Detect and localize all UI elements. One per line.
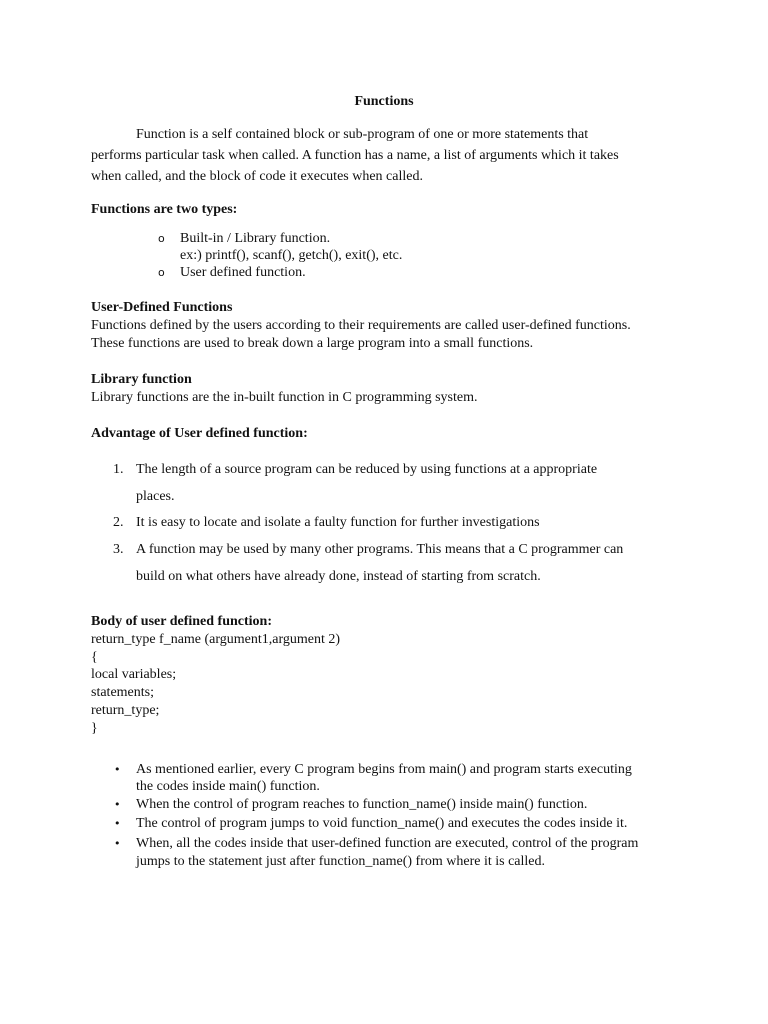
advantage-item-3-line-2: build on what others have already done, instead of starting from scratch. xyxy=(136,569,541,584)
note-3-line-1: The control of program jumps to void function_name() and executes the codes inside it. xyxy=(136,816,628,831)
bullet-marker: o xyxy=(158,232,165,245)
advantage-item-2-number: 2. xyxy=(113,515,124,530)
code-line-2: { xyxy=(91,650,98,665)
bullet-dot: • xyxy=(114,817,121,830)
user-defined-line-2: These functions are used to break down a large program into a small functions. xyxy=(91,336,534,351)
note-2-line-1: When the control of program reaches to function_name() inside main() function. xyxy=(136,797,588,812)
note-1-line-2: the codes inside main() function. xyxy=(136,779,320,794)
note-4-line-1: When, all the codes inside that user-defined function are executed, control of the program xyxy=(136,836,639,851)
user-defined-heading: User-Defined Functions xyxy=(91,300,233,315)
code-line-3: local variables; xyxy=(91,667,177,682)
types-item-user-defined: User defined function. xyxy=(180,265,306,280)
advantage-item-2-line-1: It is easy to locate and isolate a faulty function for further investigations xyxy=(136,515,540,530)
advantage-item-1-line-1: The length of a source program can be reduced by using functions at a appropriate xyxy=(136,462,598,477)
advantage-heading: Advantage of User defined function: xyxy=(91,426,308,441)
bullet-dot: • xyxy=(114,798,121,811)
types-item-builtin-example: ex:) printf(), scanf(), getch(), exit(), etc. xyxy=(180,248,403,263)
library-line-1: Library functions are the in-built function in C programming system. xyxy=(91,390,478,405)
code-line-6: } xyxy=(91,721,98,736)
page-title: Functions xyxy=(354,94,414,109)
advantage-item-3-number: 3. xyxy=(113,542,124,557)
advantage-item-1-number: 1. xyxy=(113,462,124,477)
types-item-builtin: Built-in / Library function. xyxy=(180,231,331,246)
library-heading: Library function xyxy=(91,372,192,387)
types-heading: Functions are two types: xyxy=(91,202,238,217)
note-1-line-1: As mentioned earlier, every C program begins from main() and program starts executing xyxy=(136,762,632,777)
intro-line-1: Function is a self contained block or sub-program of one or more statements that xyxy=(136,127,589,142)
advantage-item-3-line-1: A function may be used by many other programs. This means that a C programmer can xyxy=(136,542,624,557)
intro-line-2: performs particular task when called. A function has a name, a list of arguments which it takes xyxy=(91,148,619,163)
advantage-item-1-line-2: places. xyxy=(136,489,175,504)
intro-line-3: when called, and the block of code it executes when called. xyxy=(91,169,423,184)
bullet-dot: • xyxy=(114,763,121,776)
code-line-5: return_type; xyxy=(91,703,160,718)
code-line-4: statements; xyxy=(91,685,154,700)
bullet-marker: o xyxy=(158,266,165,279)
note-4-line-2: jumps to the statement just after function_name() from where it is called. xyxy=(136,854,545,869)
body-heading: Body of user defined function: xyxy=(91,614,272,629)
user-defined-line-1: Functions defined by the users according to their requirements are called user-defined functions. xyxy=(91,318,631,333)
code-line-1: return_type f_name (argument1,argument 2) xyxy=(91,632,341,647)
bullet-dot: • xyxy=(114,837,121,850)
